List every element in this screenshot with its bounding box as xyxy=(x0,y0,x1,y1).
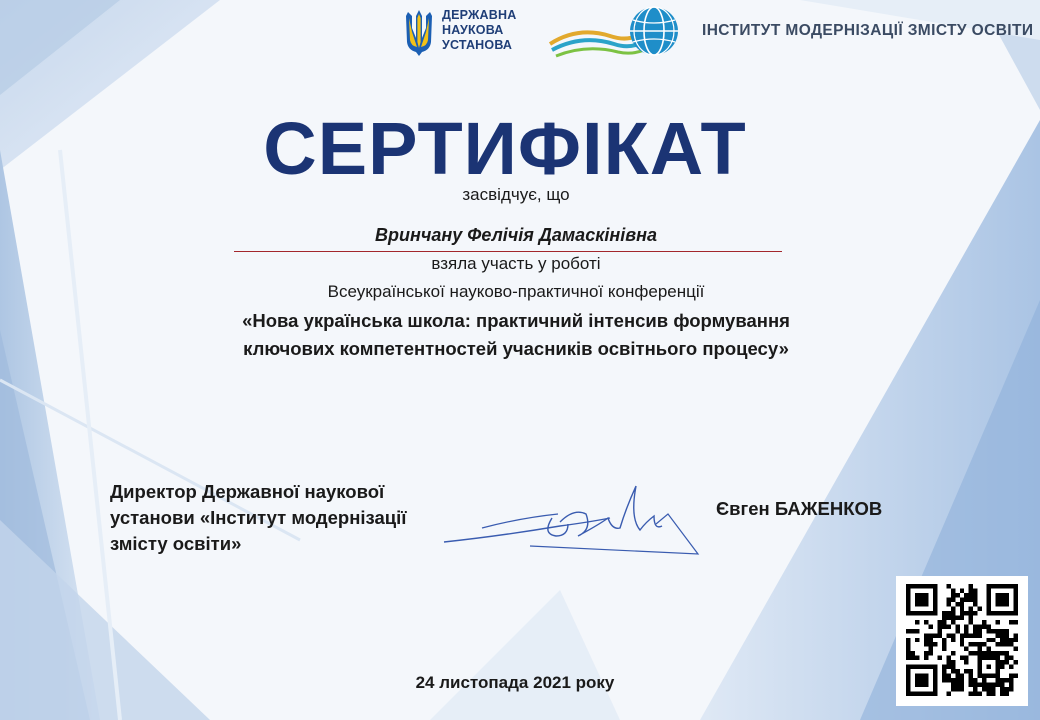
event-type-text: Всеукраїнської науково-практичної конференції xyxy=(327,282,705,301)
gov-line-3: УСТАНОВА xyxy=(442,38,513,52)
recipient-name: Вринчану Фелічія Дамаскінівна xyxy=(375,225,657,245)
certificate-title: СЕРТИФІКАТ xyxy=(263,107,747,190)
qr-code-icon xyxy=(906,584,1018,696)
gov-line-1: ДЕРЖАВНА xyxy=(442,8,517,22)
name-underline xyxy=(234,251,782,252)
participation-text: взяла участь у роботі xyxy=(431,254,601,273)
event-title-line-1: «Нова українська школа: практичний інтенсив формування xyxy=(242,310,790,331)
gov-institution-label xyxy=(442,8,516,53)
gov-line-2: НАУКОВА xyxy=(442,23,504,37)
institute-name: ІНСТИТУТ МОДЕРНІЗАЦІЇ ЗМІСТУ ОСВІТИ xyxy=(702,22,1034,39)
signatory-name: Євген БАЖЕНКОВ xyxy=(716,498,883,519)
trident-emblem-icon xyxy=(404,8,434,58)
issue-date: 24 листопада 2021 року xyxy=(415,673,615,692)
globe-logo-icon xyxy=(548,4,683,62)
position-line-2: установи «Інститут модернізації xyxy=(110,507,407,528)
certifies-text: засвідчує, що xyxy=(462,185,570,204)
event-title-line-2: ключових компетентностей учасників освітнього процесу» xyxy=(243,338,789,359)
handwritten-signature xyxy=(440,478,710,563)
signatory-position xyxy=(110,479,407,557)
position-line-3: змісту освіти» xyxy=(110,533,242,554)
position-line-1: Директор Державної наукової xyxy=(110,481,385,502)
